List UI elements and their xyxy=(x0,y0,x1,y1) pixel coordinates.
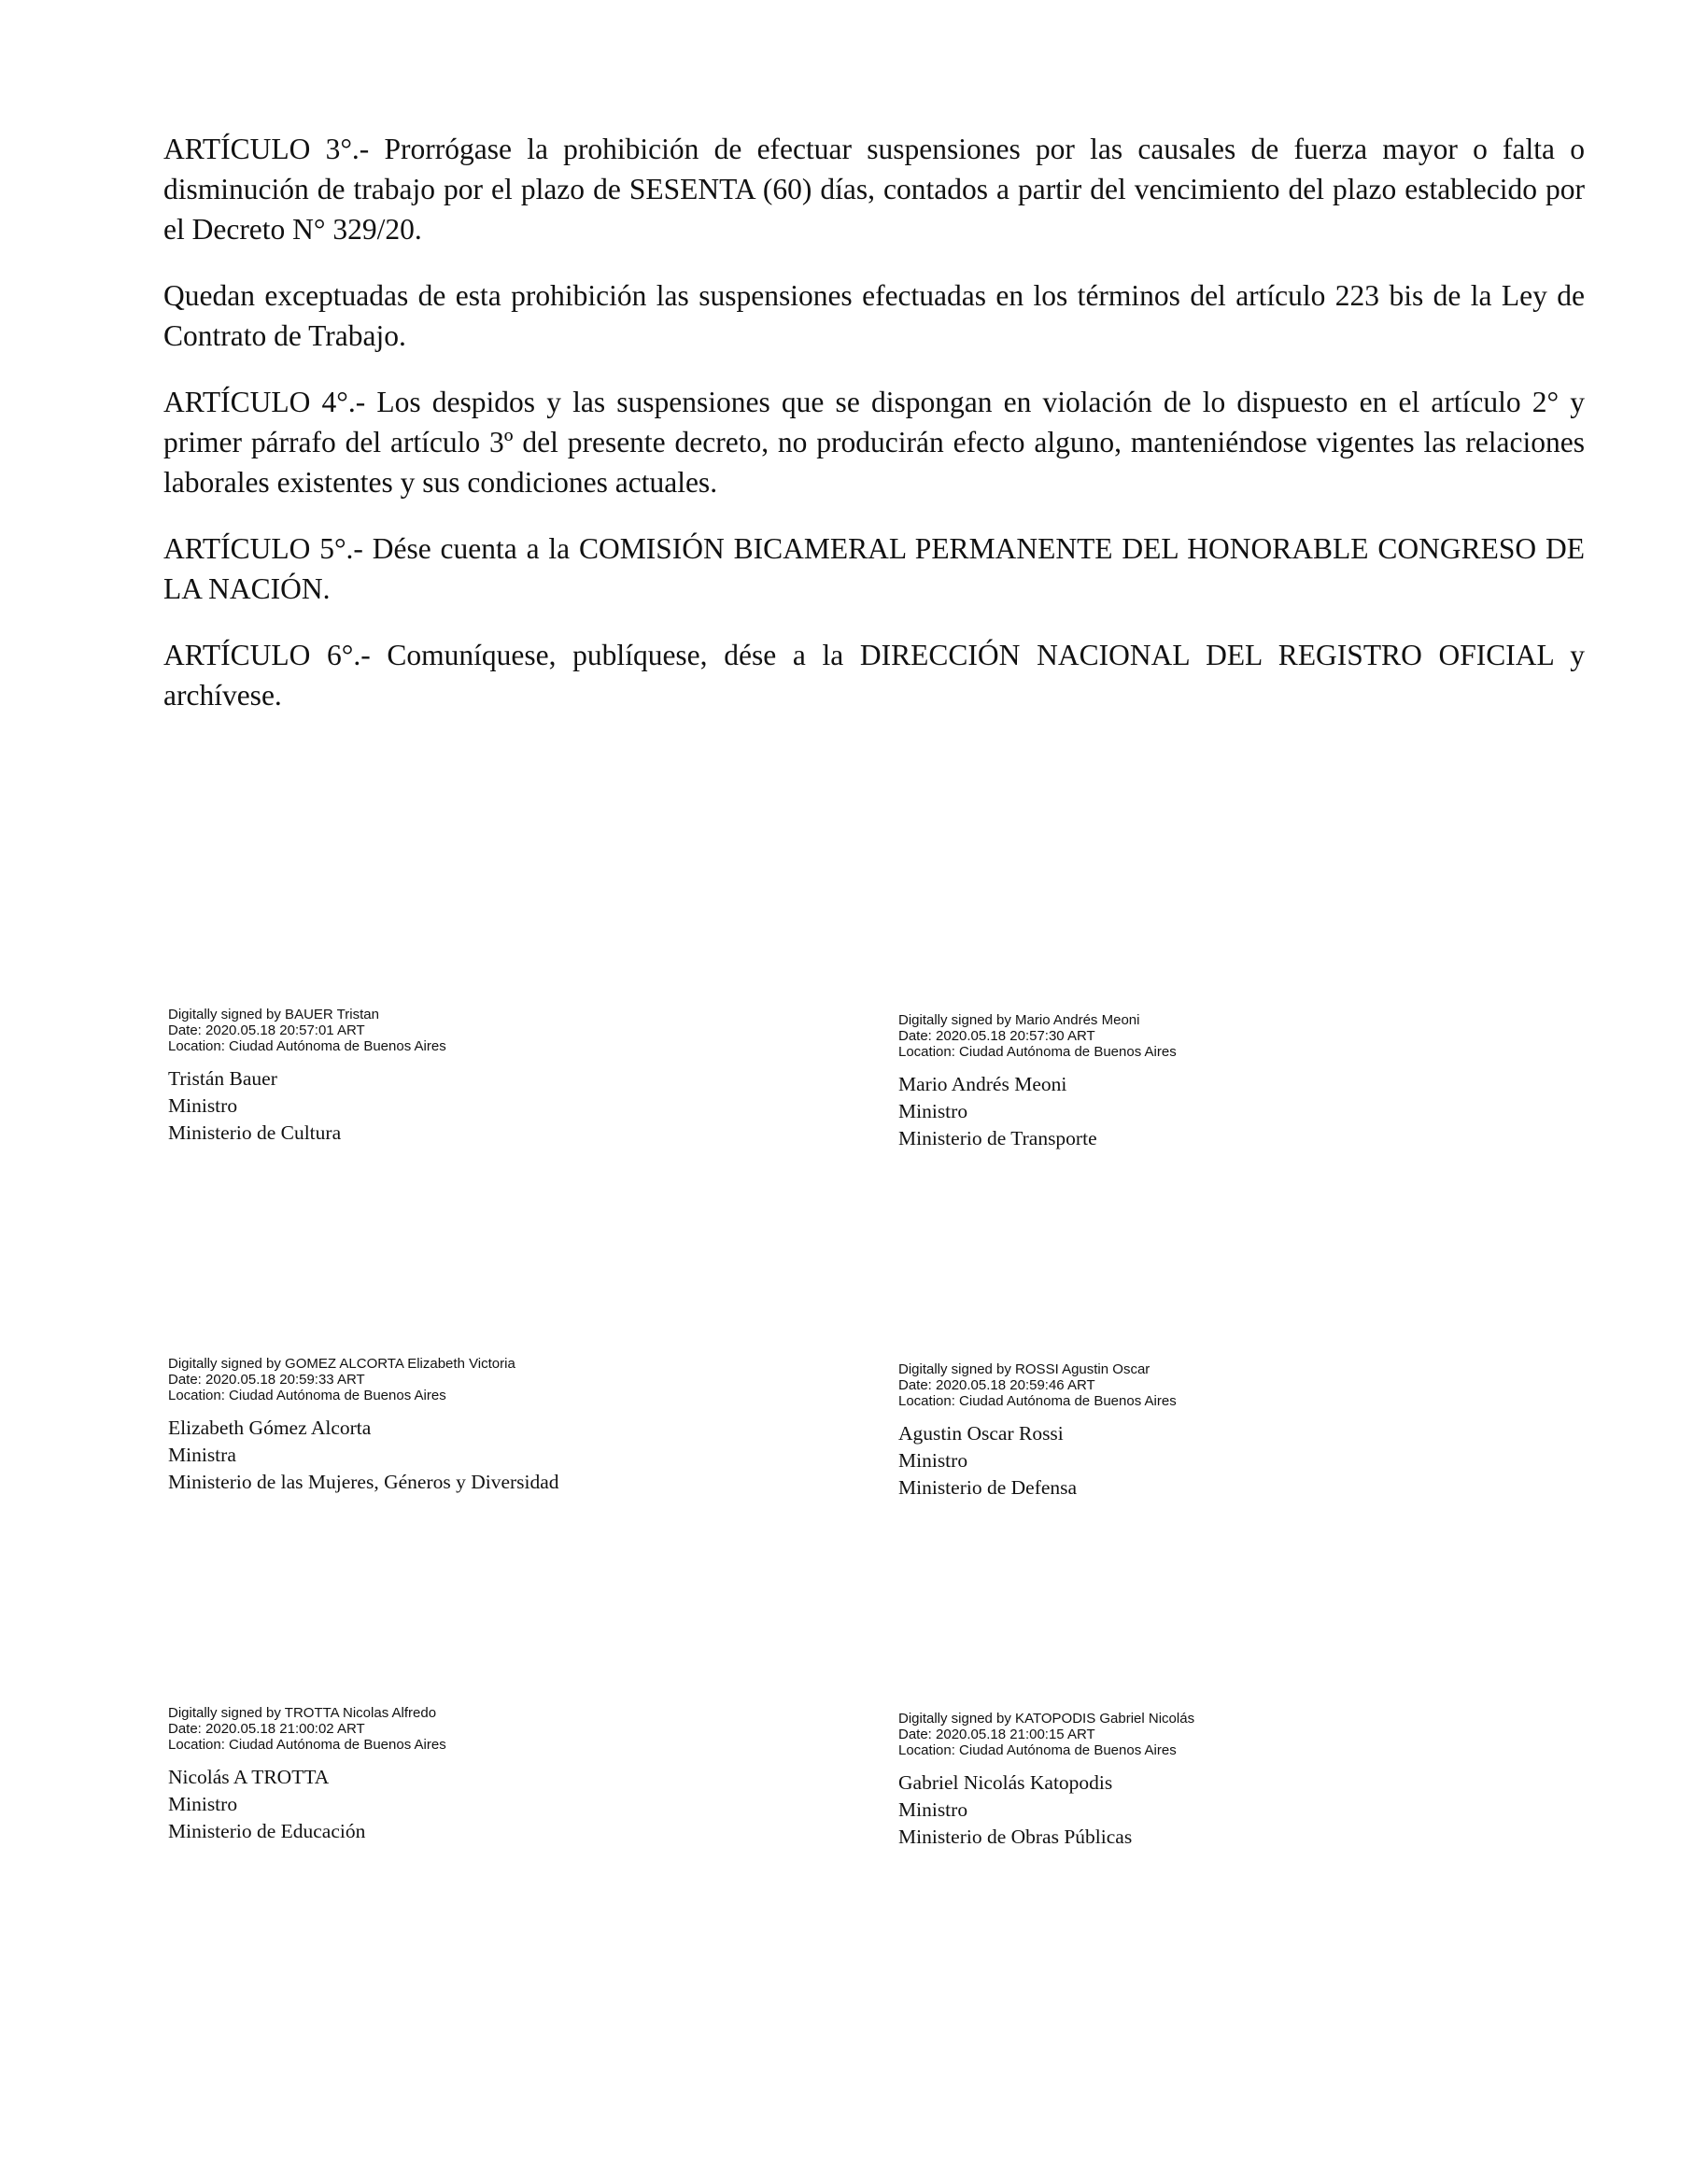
signatory-ministry: Ministerio de Obras Públicas xyxy=(898,1826,1133,1848)
signature-location-line: Location: Ciudad Autónoma de Buenos Aires xyxy=(168,1737,446,1753)
paragraph-articulo-3: ARTÍCULO 3°.- Prorrógase la prohibición de efectuar suspensiones por las causales de fuerza mayor o falta o disminución de trabajo por el plazo de SESENTA (60) días, contados a partir del vencimiento del plazo establecido por el Decreto N° 329/20. xyxy=(163,133,1585,246)
signatory-name: Gabriel Nicolás Katopodis xyxy=(898,1771,1113,1794)
signatory-name: Agustin Oscar Rossi xyxy=(898,1422,1064,1445)
paragraph-articulo-5: ARTÍCULO 5°.- Dése cuenta a la COMISIÓN BICAMERAL PERMANENTE DEL HONORABLE CONGRESO DE LA NACIÓN. xyxy=(163,532,1585,605)
signatory-name: Mario Andrés Meoni xyxy=(898,1073,1067,1095)
signatory-title: Ministro xyxy=(898,1100,968,1122)
signed-by-line: Digitally signed by ROSSI Agustin Oscar xyxy=(898,1361,1150,1377)
signatory-block xyxy=(898,1420,1608,1501)
signed-by-line: Digitally signed by KATOPODIS Gabriel Nicolás xyxy=(898,1711,1195,1727)
signature-gomez-alcorta xyxy=(168,1356,878,1496)
signature-date-line: Date: 2020.05.18 21:00:15 ART xyxy=(898,1727,1095,1742)
digital-signature-stamp xyxy=(168,1356,878,1403)
signatory-title: Ministro xyxy=(898,1449,968,1472)
signature-date-line: Date: 2020.05.18 20:57:01 ART xyxy=(168,1022,365,1038)
signature-location-line: Location: Ciudad Autónoma de Buenos Aires xyxy=(168,1038,446,1054)
signatory-name: Elizabeth Gómez Alcorta xyxy=(168,1417,372,1439)
digital-signature-stamp xyxy=(898,1361,1608,1409)
digital-signature-stamp xyxy=(168,1007,878,1054)
signatory-ministry: Ministerio de Educación xyxy=(168,1820,366,1842)
signatory-block xyxy=(168,1415,878,1496)
signatory-block xyxy=(168,1764,878,1845)
signed-by-line: Digitally signed by Mario Andrés Meoni xyxy=(898,1012,1140,1028)
signature-location-line: Location: Ciudad Autónoma de Buenos Aires xyxy=(168,1388,446,1403)
paragraph-articulo-4: ARTÍCULO 4°.- Los despidos y las suspensiones que se dispongan en violación de lo dispuesto en el artículo 2° y primer párrafo del artículo 3º del presente decreto, no producirán efecto alguno, manteniéndose vigentes las relaciones laborales existentes y sus condiciones actuales. xyxy=(163,386,1585,499)
signature-bauer xyxy=(168,1007,878,1147)
signatory-name: Tristán Bauer xyxy=(168,1067,277,1090)
signature-location-line: Location: Ciudad Autónoma de Buenos Aires xyxy=(898,1742,1177,1758)
paragraph-articulo-6: ARTÍCULO 6°.- Comuníquese, publíquese, dése a la DIRECCIÓN NACIONAL DEL REGISTRO OFICIAL y archívese. xyxy=(163,639,1585,712)
signature-date-line: Date: 2020.05.18 21:00:02 ART xyxy=(168,1721,365,1737)
signature-date-line: Date: 2020.05.18 20:59:33 ART xyxy=(168,1372,365,1388)
signatory-ministry: Ministerio de las Mujeres, Géneros y Diversidad xyxy=(168,1471,559,1493)
signatory-ministry: Ministerio de Cultura xyxy=(168,1121,342,1144)
decree-body xyxy=(163,129,1585,741)
signatory-name: Nicolás A TROTTA xyxy=(168,1766,330,1788)
signature-location-line: Location: Ciudad Autónoma de Buenos Aires xyxy=(898,1044,1177,1060)
signed-by-line: Digitally signed by TROTTA Nicolas Alfredo xyxy=(168,1705,437,1721)
signature-rossi xyxy=(898,1361,1608,1501)
signatory-ministry: Ministerio de Transporte xyxy=(898,1127,1097,1149)
signature-katopodis xyxy=(898,1711,1608,1851)
signature-trotta xyxy=(168,1705,878,1845)
signatory-block xyxy=(168,1065,878,1147)
signatory-block xyxy=(898,1769,1608,1851)
signed-by-line: Digitally signed by BAUER Tristan xyxy=(168,1007,379,1022)
digital-signature-stamp xyxy=(898,1012,1608,1060)
signature-meoni xyxy=(898,1012,1608,1152)
signatory-title: Ministro xyxy=(168,1094,238,1117)
signatory-title: Ministro xyxy=(168,1793,238,1815)
digital-signature-stamp xyxy=(898,1711,1608,1758)
paragraph-exception: Quedan exceptuadas de esta prohibición las suspensiones efectuadas en los términos del artículo 223 bis de la Ley de Contrato de Trabajo. xyxy=(163,279,1585,352)
digital-signature-stamp xyxy=(168,1705,878,1753)
signatory-ministry: Ministerio de Defensa xyxy=(898,1476,1078,1499)
signed-by-line: Digitally signed by GOMEZ ALCORTA Elizabeth Victoria xyxy=(168,1356,515,1372)
signature-location-line: Location: Ciudad Autónoma de Buenos Aires xyxy=(898,1393,1177,1409)
signature-date-line: Date: 2020.05.18 20:59:46 ART xyxy=(898,1377,1095,1393)
signatory-block xyxy=(898,1071,1608,1152)
signatory-title: Ministra xyxy=(168,1444,236,1466)
signature-date-line: Date: 2020.05.18 20:57:30 ART xyxy=(898,1028,1095,1044)
signatory-title: Ministro xyxy=(898,1798,968,1821)
